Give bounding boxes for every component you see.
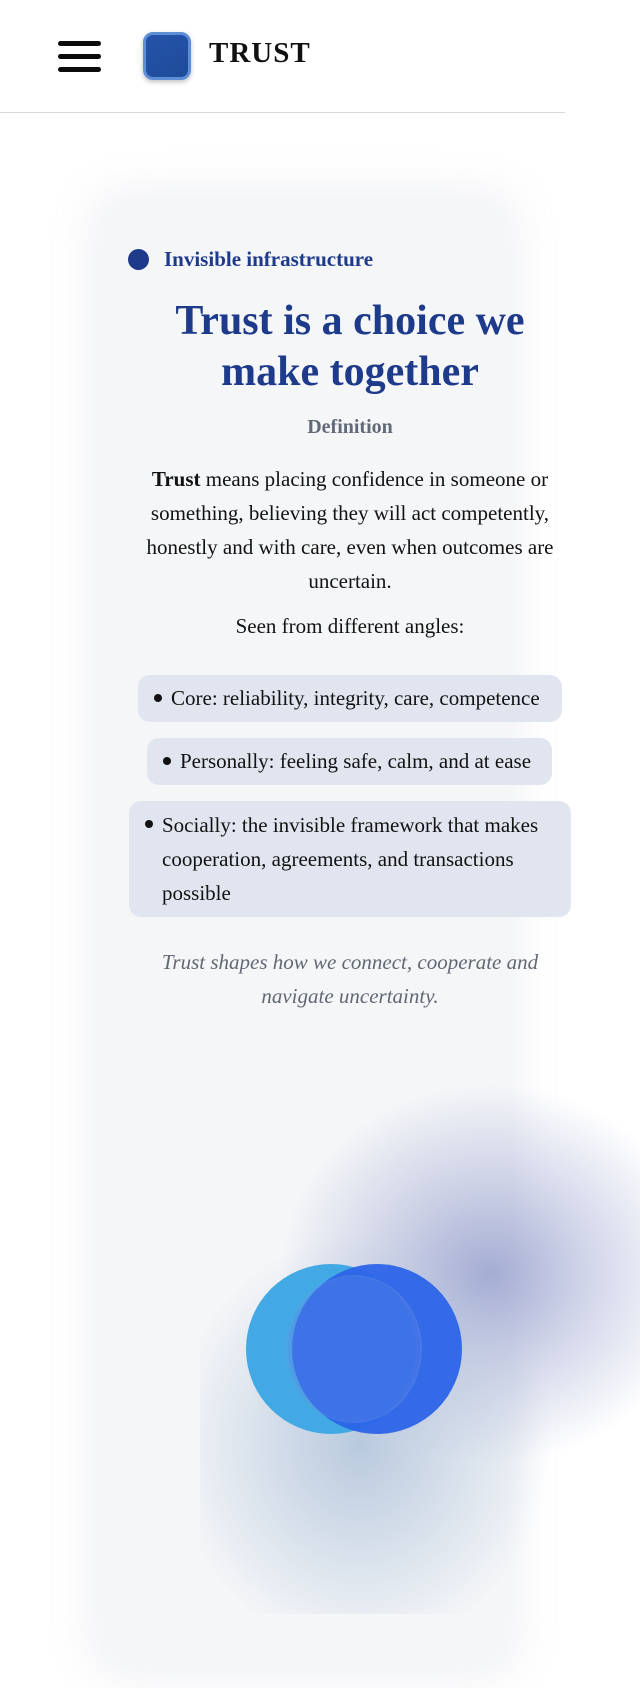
- menu-line: [58, 67, 101, 72]
- eyebrow-dot-icon: [128, 249, 149, 270]
- eyebrow-label: Invisible infrastructure: [164, 246, 374, 271]
- overlap-highlight: [288, 1277, 420, 1421]
- overlapping-circles-illustration: [200, 1084, 640, 1614]
- logo-icon[interactable]: [143, 32, 191, 80]
- closing-quote: Trust shapes how we connect, cooperate and navigate uncertainty.: [161, 950, 539, 1008]
- page-title: Trust is a choice we make together: [175, 298, 525, 395]
- angle-pill-personally: [147, 738, 552, 785]
- eyebrow: [128, 244, 373, 274]
- bullet-icon: [145, 820, 153, 828]
- menu-line: [58, 54, 101, 59]
- angle-text: Socially: the invisible framework that makes cooperation, agreements, and transactions possible: [162, 813, 539, 905]
- site-header: [0, 0, 565, 113]
- angle-pill-socially: [129, 801, 571, 917]
- angles-intro: Seen from different angles:: [235, 614, 465, 638]
- hamburger-menu-icon[interactable]: [58, 40, 102, 74]
- angle-pill-core: [138, 675, 562, 722]
- brand-name[interactable]: TRUST: [209, 37, 311, 69]
- definition-term: Trust: [151, 467, 201, 491]
- definition-text: [138, 462, 562, 598]
- angle-text: Core: reliability, integrity, care, competence: [171, 686, 540, 710]
- definition-body: means placing confidence in someone or something, believing they will act competently, honestly and with care, even when outcomes are uncertain.: [146, 467, 554, 593]
- bullet-icon: [163, 757, 171, 765]
- menu-line: [58, 41, 101, 46]
- definition-label: Definition: [307, 416, 393, 438]
- angle-text: Personally: feeling safe, calm, and at ease: [180, 749, 532, 773]
- bullet-icon: [154, 694, 162, 702]
